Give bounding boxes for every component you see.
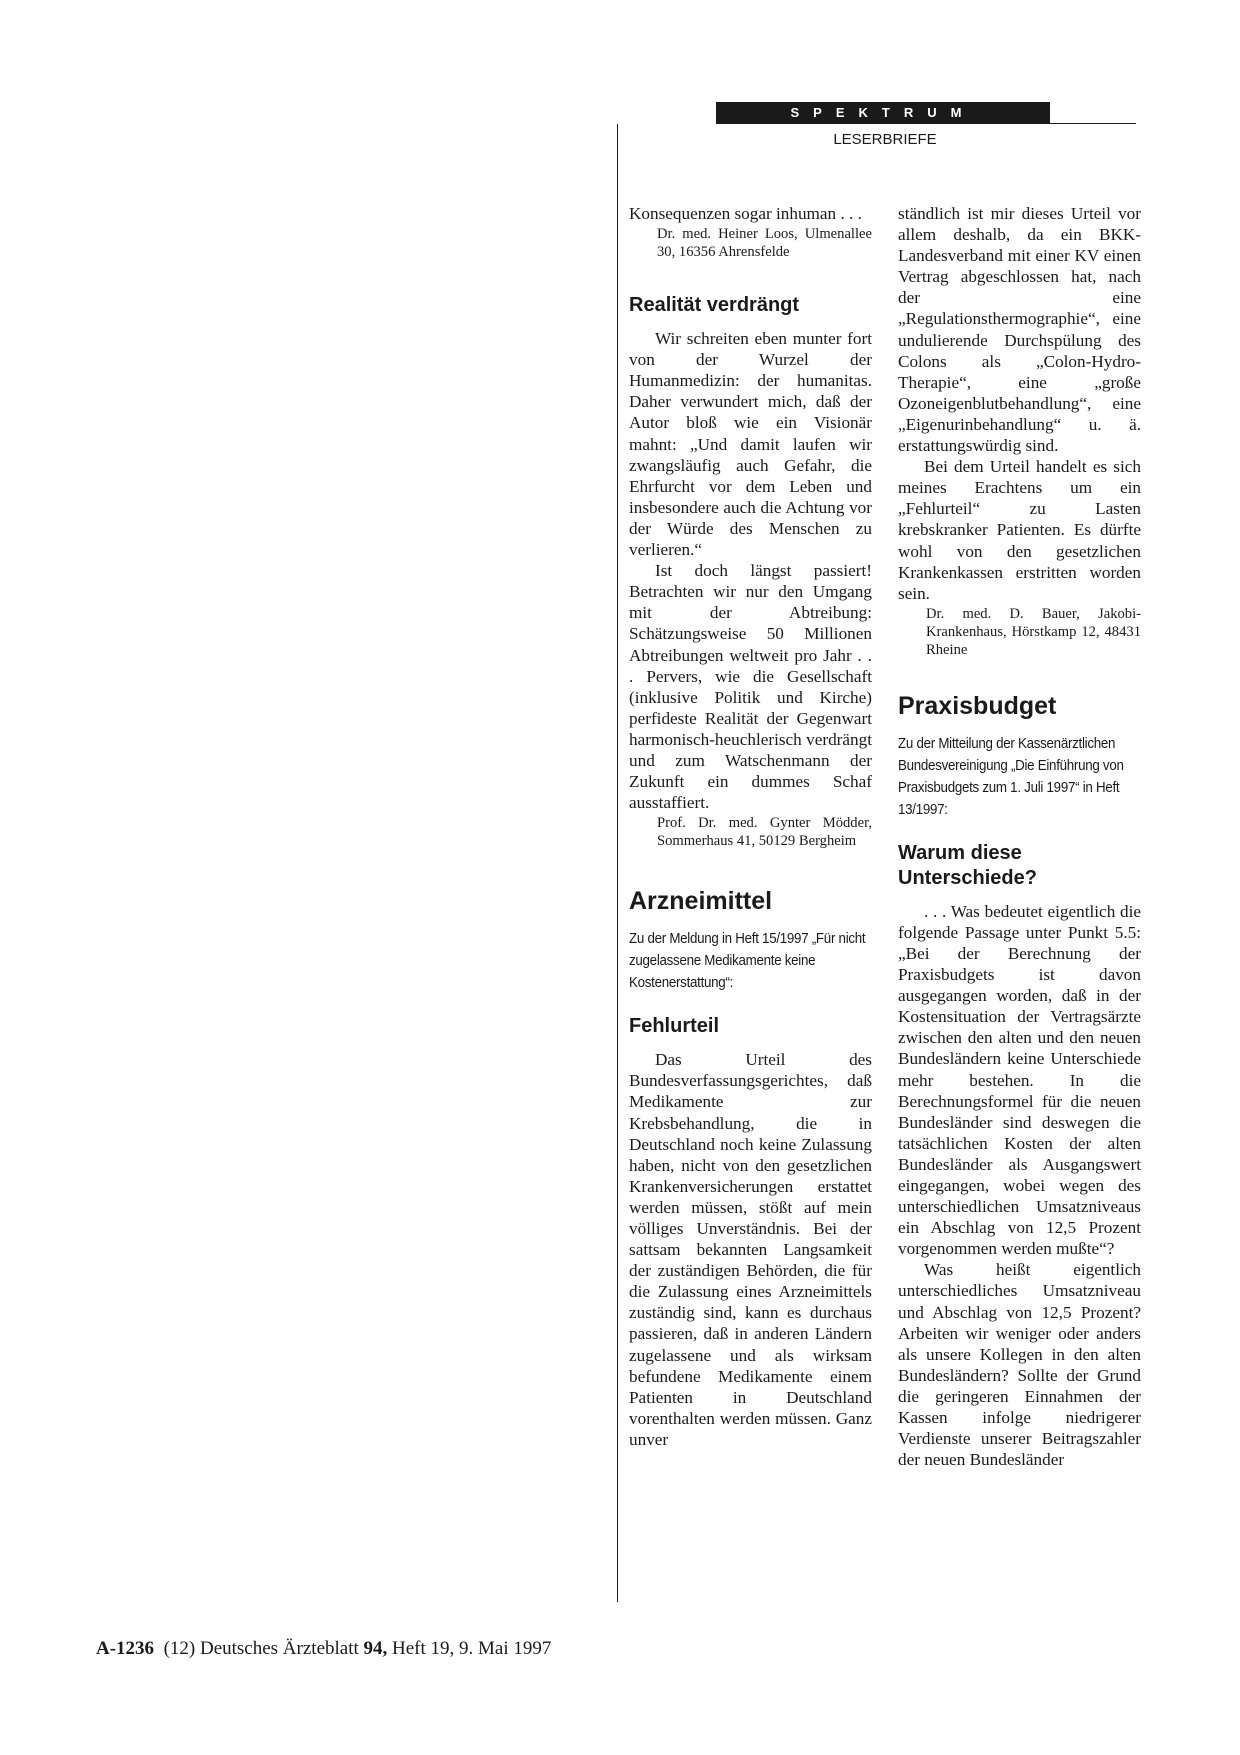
section-intro: Zu der Meldung in Heft 15/1997 „Für nicht zugelassene Medikamente keine Kostenerstattung“: — [629, 931, 866, 992]
letter-paragraph: ständlich ist mir dieses Urteil vor allem deshalb, da ein BKK-Landesverband mit einer KV einen Vertrag abgeschlossen hat, nach der eine „Regulationsthermographie“, eine undulierende Durchspülung des Colons als „Colon-Hydro-Therapie“, eine „große Ozoneigenblutbehandlung“, eine „Eigenurinbehandlung“ u. ä. erstattungswürdig sind. — [898, 204, 1141, 456]
signature: Dr. med. Heiner Loos, Ulmenallee 30, 16356 Ahrensfelde — [657, 226, 872, 261]
continuation-text: Konsequenzen sogar inhuman . . . — [629, 204, 862, 223]
letter-heading: Fehlurteil — [629, 1015, 720, 1038]
left-column — [629, 203, 872, 1450]
journal-issue: Heft 19, 9. Mai 1997 — [392, 1638, 552, 1659]
signature: Prof. Dr. med. Gynter Mödder, Sommerhaus 41, 50129 Bergheim — [657, 815, 872, 850]
letter-paragraph: Das Urteil des Bundesverfassungsgerichtes, daß Medikamente zur Krebsbehandlung, die in Deutschland noch keine Zulassung haben, nicht von den gesetzlichen Krankenversicherungen erstattet werden müssen, stößt auf mein völliges Unverständnis. Bei der sattsam bekannten Langsamkeit der zuständigen Behörden, die für die Zulassung eines Arzneimittels zuständig sind, kann es durchaus passieren, daß in anderen Ländern zugelassene und als wirksam befundene Medikamente einem Patienten in Deutschland vorenthalten werden müssen. Ganz unver — [629, 1050, 872, 1449]
letter-paragraph: . . . Was bedeutet eigentlich die folgende Passage unter Punkt 5.5: „Bei der Berechnung der Praxisbudgets ist davon ausgegangen worden, daß in der Kostensituation der Vertragsärzte zwischen den alten und den neuen Bundesländern keine Unterschiede mehr bestehen. In die Berechnungsformel für die neuen Bundesländer sind deswegen die tatsächlichen Kosten der alten Bundesländer als Ausgangswert eingegangen, wobei wegen des unterschiedlichen Umsatzniveaus ein Abschlag von 12,5 Prozent vorgenommen werden mußte“? — [898, 901, 1141, 1259]
subsection-label: LESERBRIEFE — [833, 131, 937, 148]
letter-paragraph: Bei dem Urteil handelt es sich meines Erachtens um ein „Fehlurteil“ zu Lasten krebskranker Patienten. Es dürfte wohl von den gesetzlichen Krankenkassen erstritten worden sein. — [898, 457, 1141, 603]
section-title: SPEKTRUM — [790, 105, 976, 120]
right-column — [898, 203, 1141, 1470]
journal-name: Deutsches Ärzteblatt — [199, 1638, 359, 1659]
column-rule — [617, 124, 618, 1602]
letter-heading: Warum diese Unterschiede? — [898, 841, 1037, 889]
signature: Dr. med. D. Bauer, Jakobi-Krankenhaus, Hörstkamp 12, 48431 Rheine — [926, 605, 1141, 658]
journal-volume: 94, — [363, 1638, 388, 1659]
letter-heading: Realität verdrängt — [629, 294, 800, 317]
section-header-bar — [716, 102, 1050, 123]
section-heading: Praxisbudget — [898, 691, 1057, 720]
header-rule — [716, 123, 1136, 124]
letter-paragraph: Wir schreiten eben munter fort von der Wurzel der Humanmedizin: der humanitas. Daher verwundert mich, daß der Autor bloß wie ein Visionär mahnt: „Und damit laufen wir zwangsläufig auch Gefahr, die Ehrfurcht vor dem Leben und insbesondere auch die Achtung vor der Würde des Menschen zu verlieren.“ — [629, 329, 872, 560]
letter-paragraph: Ist doch längst passiert! Betrachten wir nur den Umgang mit der Abtreibung: Schätzungsweise 50 Millionen Abtreibungen weltweit pro Jahr . . . Pervers, wie die Gesellschaft (inklusive Politik und Kirche) perfideste Realität der Gegenwart harmonisch-heuchlerisch verdrängt und zum Watschenmann der Zukunft ein dummes Schaf ausstaffiert. — [629, 561, 872, 813]
page-footer — [96, 1638, 551, 1660]
page-number: (12) — [163, 1638, 196, 1659]
letter-paragraph: Was heißt eigentlich unterschiedliches Umsatzniveau und Abschlag von 12,5 Prozent? Arbeiten wir weniger oder anders als unsere Kollegen in den alten Bundesländern? Sollte der Grund die geringeren Einnahmen der Kassen infolge niedrigerer Verdienste unserer Beitragszahler der neuen Bundesländer — [898, 1260, 1141, 1470]
section-intro: Zu der Mitteilung der Kassenärztlichen Bundesvereinigung „Die Einführung von Praxisbudgets zum 1. Juli 1997“ in Heft 13/1997: — [898, 735, 1124, 818]
page-code: A-1236 — [96, 1638, 155, 1659]
section-heading: Arzneimittel — [629, 887, 773, 916]
